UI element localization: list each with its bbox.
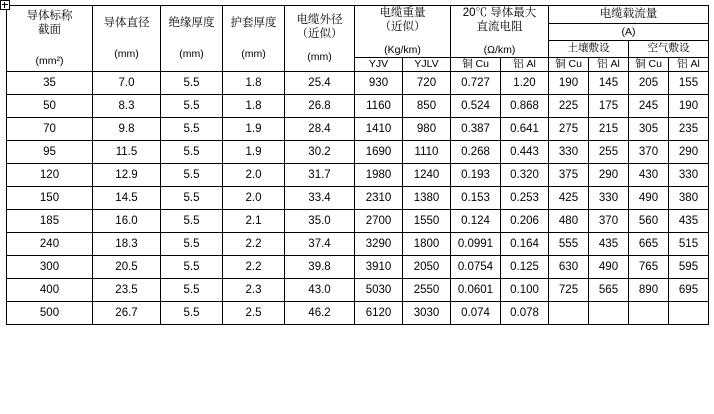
- table-cell: 33.4: [285, 187, 355, 210]
- header-ampacity-soil-cu: 铜 Cu: [549, 57, 589, 71]
- table-cell: 0.727: [451, 72, 501, 95]
- table-cell: 0.124: [451, 210, 501, 233]
- table-cell: 43.0: [285, 279, 355, 302]
- table-cell: 0.125: [501, 256, 549, 279]
- table-cell: 290: [589, 164, 629, 187]
- table-cell: 665: [629, 233, 669, 256]
- table-cell: 555: [549, 233, 589, 256]
- table-cell: 595: [669, 256, 709, 279]
- header-sheath-thickness: 护套厚度 (mm): [223, 6, 285, 72]
- table-row: [7, 210, 709, 233]
- table-cell: 515: [669, 233, 709, 256]
- table-cell: 375: [549, 164, 589, 187]
- table-cell: 2.0: [223, 164, 285, 187]
- table-cell: 150: [7, 187, 93, 210]
- table-cell: 850: [403, 95, 451, 118]
- table-row: [7, 72, 709, 95]
- table-cell: 5.5: [161, 233, 223, 256]
- table-cell: 215: [589, 118, 629, 141]
- table-cell: 1.8: [223, 95, 285, 118]
- table-row: [7, 164, 709, 187]
- table-cell: 5.5: [161, 302, 223, 325]
- table-row: [7, 118, 709, 141]
- table-cell: 39.8: [285, 256, 355, 279]
- table-cell: 175: [589, 95, 629, 118]
- table-cell: 0.078: [501, 302, 549, 325]
- table-cell: 37.4: [285, 233, 355, 256]
- table-cell: 435: [669, 210, 709, 233]
- table-cell: 0.0601: [451, 279, 501, 302]
- table-cell: 2.5: [223, 302, 285, 325]
- table-cell: 2.2: [223, 233, 285, 256]
- table-cell: [589, 302, 629, 325]
- table-cell: 225: [549, 95, 589, 118]
- table-row: [7, 187, 709, 210]
- table-header-row-1: [7, 6, 709, 24]
- table-cell: 565: [589, 279, 629, 302]
- table-cell: 430: [629, 164, 669, 187]
- table-cell: 0.074: [451, 302, 501, 325]
- table-cell: 0.0754: [451, 256, 501, 279]
- table-cell: 8.3: [93, 95, 161, 118]
- table-cell: [669, 302, 709, 325]
- table-cell: 5.5: [161, 72, 223, 95]
- header-dc-resistance: 20℃ 导体最大 直流电阻 (Ω/km): [451, 6, 549, 58]
- table-cell: 5.5: [161, 256, 223, 279]
- table-cell: 190: [549, 72, 589, 95]
- table-cell: 5.5: [161, 164, 223, 187]
- table-cell: 70: [7, 118, 93, 141]
- table-cell: 1.9: [223, 141, 285, 164]
- header-cable-outer-diameter: 电缆外径 （近似） (mm): [285, 6, 355, 72]
- header-ampacity-soil: 土壤敷设: [549, 41, 629, 58]
- table-cell: 26.8: [285, 95, 355, 118]
- table-cell: 765: [629, 256, 669, 279]
- table-row: [7, 279, 709, 302]
- table-cell: 255: [589, 141, 629, 164]
- table-cell: 300: [7, 256, 93, 279]
- header-ampacity-air-al: 铝 Al: [669, 57, 709, 71]
- table-cell: 290: [669, 141, 709, 164]
- table-cell: 3290: [355, 233, 403, 256]
- table-cell: 3910: [355, 256, 403, 279]
- header-cable-weight: 电缆重量 （近似） (Kg/km): [355, 6, 451, 58]
- table-cell: 330: [669, 164, 709, 187]
- table-cell: 145: [589, 72, 629, 95]
- table-cell: 16.0: [93, 210, 161, 233]
- table-cell: 2.1: [223, 210, 285, 233]
- table-cell: 205: [629, 72, 669, 95]
- table-cell: 1.9: [223, 118, 285, 141]
- table-cell: 490: [629, 187, 669, 210]
- table-cell: 3030: [403, 302, 451, 325]
- table-cell: 330: [589, 187, 629, 210]
- table-cell: 25.4: [285, 72, 355, 95]
- table-cell: 0.641: [501, 118, 549, 141]
- table-cell: [549, 302, 589, 325]
- table-cell: 0.164: [501, 233, 549, 256]
- table-cell: 11.5: [93, 141, 161, 164]
- table-cell: 35.0: [285, 210, 355, 233]
- table-cell: 18.3: [93, 233, 161, 256]
- table-cell: 275: [549, 118, 589, 141]
- table-cell: 330: [549, 141, 589, 164]
- table-cell: 35: [7, 72, 93, 95]
- table-cell: 370: [629, 141, 669, 164]
- table-cell: 9.8: [93, 118, 161, 141]
- table-cell: 5.5: [161, 141, 223, 164]
- table-cell: 500: [7, 302, 93, 325]
- header-conductor-section: 导体标称 截面 (mm²): [7, 6, 93, 72]
- table-cell: 1380: [403, 187, 451, 210]
- table-cell: 240: [7, 233, 93, 256]
- table-cell: 0.387: [451, 118, 501, 141]
- table-cell: 1.8: [223, 72, 285, 95]
- table-cell: 46.2: [285, 302, 355, 325]
- table-cell: 1690: [355, 141, 403, 164]
- table-cell: 370: [589, 210, 629, 233]
- table-cell: 0.253: [501, 187, 549, 210]
- table-cell: 0.153: [451, 187, 501, 210]
- table-cell: 980: [403, 118, 451, 141]
- table-cell: 425: [549, 187, 589, 210]
- table-cell: 155: [669, 72, 709, 95]
- header-ampacity: 电缆载流量: [549, 6, 709, 24]
- table-cell: 31.7: [285, 164, 355, 187]
- expand-marker-icon: [0, 0, 10, 10]
- table-cell: 1550: [403, 210, 451, 233]
- table-cell: 50: [7, 95, 93, 118]
- header-insulation-thickness: 绝缘厚度 (mm): [161, 6, 223, 72]
- table-cell: 0.0991: [451, 233, 501, 256]
- table-row: [7, 256, 709, 279]
- table-cell: 0.268: [451, 141, 501, 164]
- table-cell: 2050: [403, 256, 451, 279]
- table-cell: 190: [669, 95, 709, 118]
- table-cell: 2.2: [223, 256, 285, 279]
- table-cell: 930: [355, 72, 403, 95]
- table-cell: 0.193: [451, 164, 501, 187]
- table-cell: 725: [549, 279, 589, 302]
- table-body: [7, 72, 709, 325]
- header-ampacity-soil-al: 铝 Al: [589, 57, 629, 71]
- table-cell: 305: [629, 118, 669, 141]
- table-cell: 0.100: [501, 279, 549, 302]
- header-weight-yjlv: YJLV: [403, 57, 451, 71]
- table-cell: 1410: [355, 118, 403, 141]
- table-cell: 2.3: [223, 279, 285, 302]
- table-cell: 5.5: [161, 118, 223, 141]
- table-cell: 1.20: [501, 72, 549, 95]
- table-cell: [629, 302, 669, 325]
- table-cell: 26.7: [93, 302, 161, 325]
- table-cell: 120: [7, 164, 93, 187]
- table-cell: 0.443: [501, 141, 549, 164]
- table-row: [7, 141, 709, 164]
- table-cell: 1800: [403, 233, 451, 256]
- header-resistance-cu: 铜 Cu: [451, 57, 501, 71]
- table-cell: 695: [669, 279, 709, 302]
- table-cell: 2310: [355, 187, 403, 210]
- table-cell: 20.5: [93, 256, 161, 279]
- table-cell: 30.2: [285, 141, 355, 164]
- table-cell: 2700: [355, 210, 403, 233]
- table-cell: 400: [7, 279, 93, 302]
- table-cell: 185: [7, 210, 93, 233]
- table-cell: 5.5: [161, 210, 223, 233]
- table-cell: 890: [629, 279, 669, 302]
- table-cell: 5.5: [161, 187, 223, 210]
- table-cell: 5030: [355, 279, 403, 302]
- table-cell: 0.524: [451, 95, 501, 118]
- table-cell: 1240: [403, 164, 451, 187]
- header-ampacity-air-cu: 铜 Cu: [629, 57, 669, 71]
- table-cell: 28.4: [285, 118, 355, 141]
- table-cell: 2.0: [223, 187, 285, 210]
- table-cell: 435: [589, 233, 629, 256]
- table-cell: 2550: [403, 279, 451, 302]
- table-cell: 560: [629, 210, 669, 233]
- table-cell: 245: [629, 95, 669, 118]
- table-row: [7, 95, 709, 118]
- table-cell: 95: [7, 141, 93, 164]
- table-cell: 7.0: [93, 72, 161, 95]
- header-ampacity-air: 空气敷设: [629, 41, 709, 58]
- table-cell: 0.320: [501, 164, 549, 187]
- table-cell: 490: [589, 256, 629, 279]
- table-cell: 480: [549, 210, 589, 233]
- table-cell: 630: [549, 256, 589, 279]
- table-cell: 380: [669, 187, 709, 210]
- header-conductor-diameter: 导体直径 (mm): [93, 6, 161, 72]
- table-row: [7, 302, 709, 325]
- header-weight-yjv: YJV: [355, 57, 403, 71]
- cable-spec-table: [6, 5, 709, 325]
- table-row: [7, 233, 709, 256]
- table-cell: 5.5: [161, 95, 223, 118]
- table-cell: 12.9: [93, 164, 161, 187]
- table-cell: 6120: [355, 302, 403, 325]
- table-cell: 23.5: [93, 279, 161, 302]
- table-cell: 235: [669, 118, 709, 141]
- table-cell: 14.5: [93, 187, 161, 210]
- table-cell: 720: [403, 72, 451, 95]
- header-resistance-al: 铝 Al: [501, 57, 549, 71]
- table-cell: 1980: [355, 164, 403, 187]
- table-cell: 5.5: [161, 279, 223, 302]
- table-cell: 0.868: [501, 95, 549, 118]
- table-cell: 1110: [403, 141, 451, 164]
- table-cell: 0.206: [501, 210, 549, 233]
- header-ampacity-unit: (A): [549, 24, 709, 41]
- table-cell: 1160: [355, 95, 403, 118]
